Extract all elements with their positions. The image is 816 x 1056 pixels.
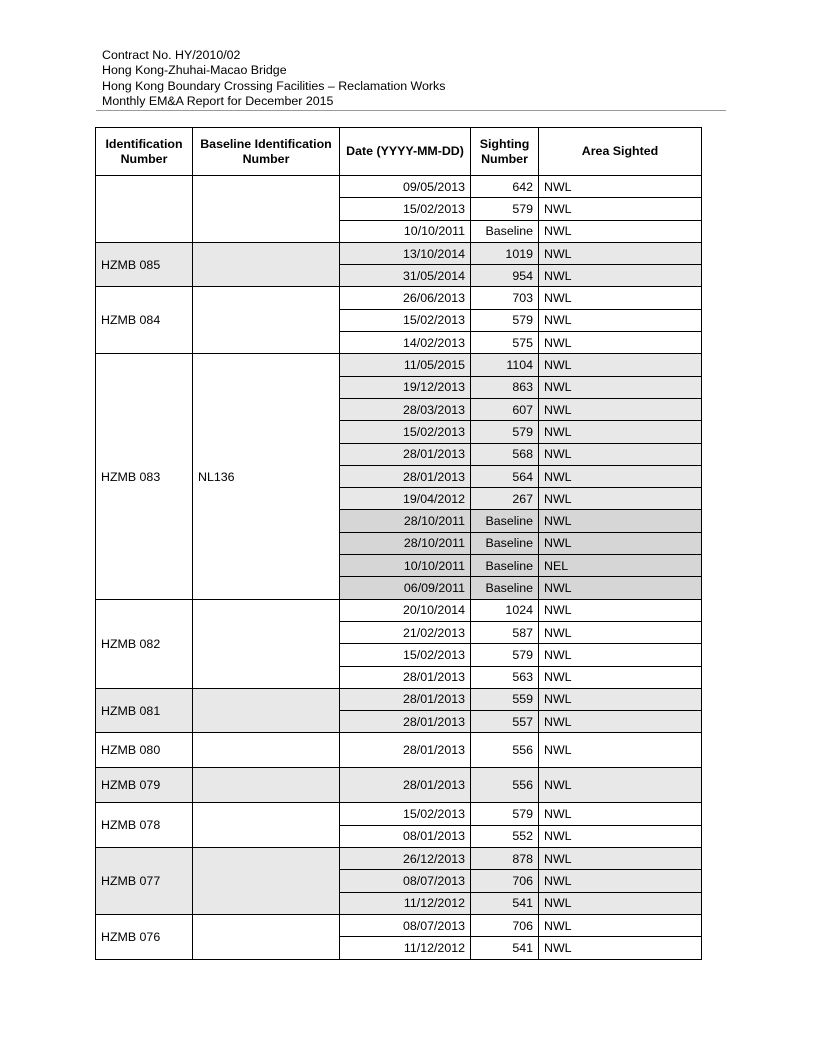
area-sighted-cell: NWL <box>539 599 702 621</box>
date-cell: 15/02/2013 <box>340 644 471 666</box>
area-sighted-cell: NWL <box>539 768 702 803</box>
sighting-number-cell: 563 <box>471 666 539 688</box>
column-header-id: Identification Number <box>96 128 193 176</box>
area-sighted-cell: NWL <box>539 621 702 643</box>
area-sighted-cell: NWL <box>539 870 702 892</box>
sighting-number-cell: 575 <box>471 332 539 354</box>
identification-number-cell: HZMB 078 <box>96 803 193 848</box>
date-cell: 08/07/2013 <box>340 870 471 892</box>
baseline-id-cell <box>193 242 340 287</box>
sighting-number-cell: 863 <box>471 376 539 398</box>
date-cell: 28/01/2013 <box>340 768 471 803</box>
date-cell: 21/02/2013 <box>340 621 471 643</box>
date-cell: 31/05/2014 <box>340 265 471 287</box>
area-sighted-cell: NWL <box>539 937 702 959</box>
identification-number-cell: HZMB 080 <box>96 733 193 768</box>
table-header-row <box>96 128 702 176</box>
identification-number-cell <box>96 176 193 243</box>
date-cell: 19/12/2013 <box>340 376 471 398</box>
date-cell: 28/01/2013 <box>340 666 471 688</box>
date-cell: 28/01/2013 <box>340 465 471 487</box>
baseline-id-cell <box>193 688 340 733</box>
area-sighted-cell: NWL <box>539 198 702 220</box>
sighting-number-cell: 642 <box>471 176 539 198</box>
sighting-number-cell: 878 <box>471 848 539 870</box>
baseline-id-cell: NL136 <box>193 354 340 599</box>
sighting-number-cell: 1019 <box>471 242 539 264</box>
area-sighted-cell: NWL <box>539 688 702 710</box>
date-cell: 28/10/2011 <box>340 532 471 554</box>
identification-number-cell: HZMB 084 <box>96 287 193 354</box>
sighting-number-cell: 556 <box>471 733 539 768</box>
table-row <box>96 803 702 825</box>
sighting-number-cell: 587 <box>471 621 539 643</box>
table-row <box>96 599 702 621</box>
project-name: Hong Kong-Zhuhai-Macao Bridge <box>102 63 287 78</box>
table-row <box>96 354 702 376</box>
identification-number-cell: HZMB 081 <box>96 688 193 733</box>
date-cell: 11/05/2015 <box>340 354 471 376</box>
sighting-number-cell: 1104 <box>471 354 539 376</box>
sighting-number-cell: 579 <box>471 644 539 666</box>
header-divider <box>96 110 726 111</box>
date-cell: 20/10/2014 <box>340 599 471 621</box>
report-title: Monthly EM&A Report for December 2015 <box>102 94 334 109</box>
identification-number-cell: HZMB 077 <box>96 848 193 915</box>
sighting-number-cell: 552 <box>471 825 539 847</box>
baseline-id-cell <box>193 733 340 768</box>
date-cell: 15/02/2013 <box>340 198 471 220</box>
sighting-number-cell: 954 <box>471 265 539 287</box>
area-sighted-cell: NWL <box>539 510 702 532</box>
sighting-number-cell: 541 <box>471 892 539 914</box>
date-cell: 14/02/2013 <box>340 332 471 354</box>
baseline-id-cell <box>193 599 340 688</box>
table-row <box>96 242 702 264</box>
area-sighted-cell: NWL <box>539 914 702 936</box>
column-header-baseline: Baseline Identification Number <box>193 128 340 176</box>
sighting-number-cell: 556 <box>471 768 539 803</box>
date-cell: 15/02/2013 <box>340 803 471 825</box>
area-sighted-cell: NWL <box>539 443 702 465</box>
sighting-number-cell: 706 <box>471 870 539 892</box>
sighting-number-cell: 267 <box>471 488 539 510</box>
table-body <box>96 176 702 960</box>
date-cell: 28/01/2013 <box>340 688 471 710</box>
sighting-number-cell: 568 <box>471 443 539 465</box>
date-cell: 13/10/2014 <box>340 242 471 264</box>
column-header-date: Date (YYYY-MM-DD) <box>340 128 471 176</box>
table-row <box>96 848 702 870</box>
area-sighted-cell: NWL <box>539 398 702 420</box>
baseline-id-cell <box>193 176 340 243</box>
sightings-table <box>95 127 702 960</box>
date-cell: 10/10/2011 <box>340 220 471 242</box>
table-row <box>96 688 702 710</box>
baseline-id-cell <box>193 914 340 959</box>
area-sighted-cell: NWL <box>539 242 702 264</box>
area-sighted-cell: NWL <box>539 825 702 847</box>
date-cell: 19/04/2012 <box>340 488 471 510</box>
date-cell: 28/10/2011 <box>340 510 471 532</box>
area-sighted-cell: NWL <box>539 711 702 733</box>
identification-number-cell: HZMB 083 <box>96 354 193 599</box>
baseline-id-cell <box>193 287 340 354</box>
date-cell: 06/09/2011 <box>340 577 471 599</box>
sighting-number-cell: Baseline <box>471 510 539 532</box>
date-cell: 28/03/2013 <box>340 398 471 420</box>
area-sighted-cell: NWL <box>539 803 702 825</box>
area-sighted-cell: NWL <box>539 265 702 287</box>
date-cell: 15/02/2013 <box>340 309 471 331</box>
date-cell: 28/01/2013 <box>340 443 471 465</box>
table-row <box>96 914 702 936</box>
identification-number-cell: HZMB 076 <box>96 914 193 959</box>
area-sighted-cell: NWL <box>539 176 702 198</box>
sighting-number-cell: 1024 <box>471 599 539 621</box>
sighting-number-cell: 607 <box>471 398 539 420</box>
sighting-number-cell: Baseline <box>471 220 539 242</box>
sighting-number-cell: 564 <box>471 465 539 487</box>
area-sighted-cell: NWL <box>539 465 702 487</box>
baseline-id-cell <box>193 768 340 803</box>
date-cell: 08/07/2013 <box>340 914 471 936</box>
baseline-id-cell <box>193 848 340 915</box>
area-sighted-cell: NWL <box>539 309 702 331</box>
sighting-number-cell: 579 <box>471 198 539 220</box>
sighting-number-cell: 579 <box>471 309 539 331</box>
date-cell: 08/01/2013 <box>340 825 471 847</box>
sighting-number-cell: 703 <box>471 287 539 309</box>
area-sighted-cell: NWL <box>539 666 702 688</box>
sighting-number-cell: Baseline <box>471 532 539 554</box>
area-sighted-cell: NWL <box>539 577 702 599</box>
date-cell: 09/05/2013 <box>340 176 471 198</box>
area-sighted-cell: NWL <box>539 220 702 242</box>
date-cell: 10/10/2011 <box>340 555 471 577</box>
date-cell: 15/02/2013 <box>340 421 471 443</box>
area-sighted-cell: NWL <box>539 354 702 376</box>
project-subtitle: Hong Kong Boundary Crossing Facilities – Reclamation Works <box>102 78 446 93</box>
area-sighted-cell: NWL <box>539 892 702 914</box>
area-sighted-cell: NWL <box>539 848 702 870</box>
area-sighted-cell: NWL <box>539 532 702 554</box>
sighting-number-cell: 706 <box>471 914 539 936</box>
sighting-number-cell: 579 <box>471 421 539 443</box>
sighting-number-cell: 541 <box>471 937 539 959</box>
column-header-area: Area Sighted <box>539 128 702 176</box>
area-sighted-cell: NWL <box>539 376 702 398</box>
area-sighted-cell: NWL <box>539 644 702 666</box>
date-cell: 28/01/2013 <box>340 711 471 733</box>
area-sighted-cell: NWL <box>539 733 702 768</box>
area-sighted-cell: NEL <box>539 555 702 577</box>
sighting-number-cell: Baseline <box>471 555 539 577</box>
baseline-id-cell <box>193 803 340 848</box>
date-cell: 28/01/2013 <box>340 733 471 768</box>
sighting-number-cell: 579 <box>471 803 539 825</box>
column-header-sighting: Sighting Number <box>471 128 539 176</box>
area-sighted-cell: NWL <box>539 332 702 354</box>
page-header <box>102 48 722 110</box>
identification-number-cell: HZMB 082 <box>96 599 193 688</box>
area-sighted-cell: NWL <box>539 488 702 510</box>
table-row <box>96 287 702 309</box>
area-sighted-cell: NWL <box>539 421 702 443</box>
contract-number: Contract No. HY/2010/02 <box>102 48 241 62</box>
area-sighted-cell: NWL <box>539 287 702 309</box>
date-cell: 26/12/2013 <box>340 848 471 870</box>
date-cell: 11/12/2012 <box>340 937 471 959</box>
table-row <box>96 768 702 803</box>
table-row <box>96 176 702 198</box>
sighting-number-cell: Baseline <box>471 577 539 599</box>
identification-number-cell: HZMB 085 <box>96 242 193 287</box>
date-cell: 11/12/2012 <box>340 892 471 914</box>
sighting-number-cell: 559 <box>471 688 539 710</box>
table-row <box>96 733 702 768</box>
identification-number-cell: HZMB 079 <box>96 768 193 803</box>
date-cell: 26/06/2013 <box>340 287 471 309</box>
sighting-number-cell: 557 <box>471 711 539 733</box>
